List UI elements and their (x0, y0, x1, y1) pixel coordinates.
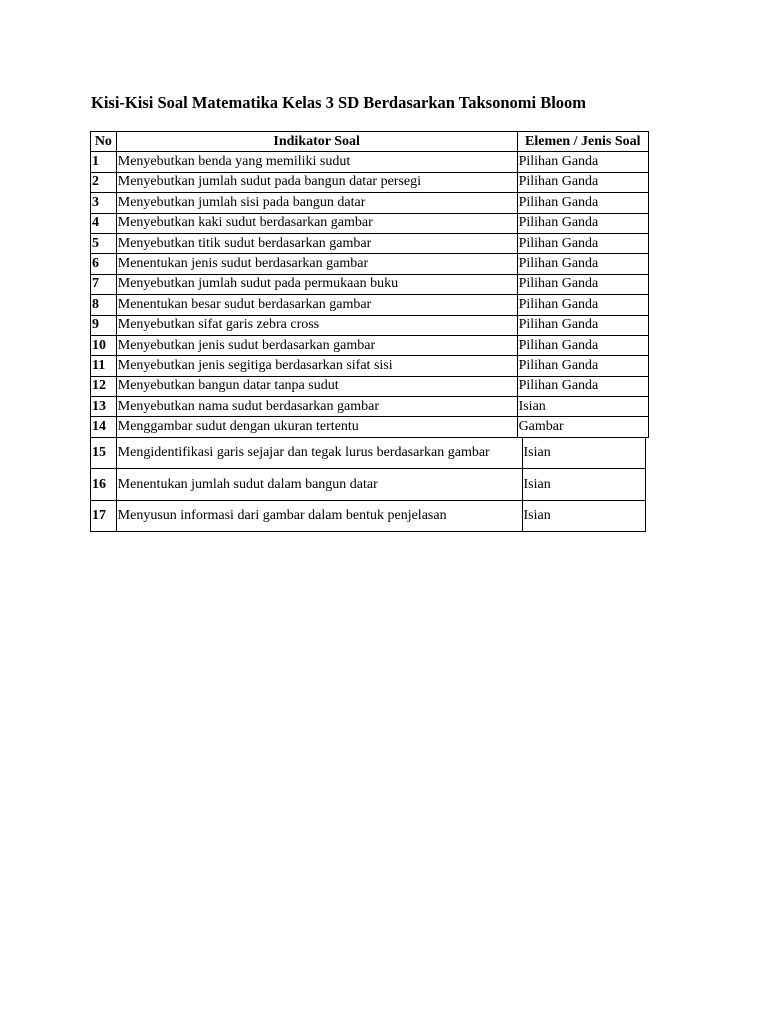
row-no: 2 (91, 172, 117, 192)
row-no: 15 (91, 438, 117, 469)
table-row (91, 274, 649, 294)
row-no: 16 (91, 469, 117, 500)
row-no: 17 (91, 500, 117, 531)
row-elemen: Pilihan Ganda (517, 356, 648, 376)
kisi-kisi-table (90, 131, 649, 438)
row-elemen: Pilihan Ganda (517, 254, 648, 274)
row-indikator: Menyusun informasi dari gambar dalam bentuk penjelasan (116, 500, 522, 531)
row-no: 8 (91, 295, 117, 315)
table-row (91, 193, 649, 213)
row-indikator: Menyebutkan jumlah sisi pada bangun datar (116, 193, 517, 213)
row-elemen: Pilihan Ganda (517, 315, 648, 335)
kisi-kisi-table-extra (90, 437, 646, 532)
table-row (91, 254, 649, 274)
table-row (91, 233, 649, 253)
row-elemen: Pilihan Ganda (517, 152, 648, 172)
row-no: 5 (91, 233, 117, 253)
row-elemen: Isian (522, 438, 646, 469)
table-body (91, 152, 649, 437)
table-header-row (91, 132, 649, 152)
table-row (91, 356, 649, 376)
row-indikator: Menyebutkan nama sudut berdasarkan gambar (116, 397, 517, 417)
row-indikator: Menentukan jumlah sudut dalam bangun datar (116, 469, 522, 500)
row-indikator: Menyebutkan benda yang memiliki sudut (116, 152, 517, 172)
row-indikator: Menggambar sudut dengan ukuran tertentu (116, 417, 517, 437)
row-elemen: Isian (522, 500, 646, 531)
row-elemen: Pilihan Ganda (517, 213, 648, 233)
row-elemen: Isian (517, 397, 648, 417)
table-row (91, 295, 649, 315)
row-no: 4 (91, 213, 117, 233)
table-body-extra (91, 438, 646, 532)
row-elemen: Pilihan Ganda (517, 274, 648, 294)
row-no: 13 (91, 397, 117, 417)
row-indikator: Menyebutkan bangun datar tanpa sudut (116, 376, 517, 396)
header-elemen: Elemen / Jenis Soal (517, 132, 648, 152)
row-indikator: Menyebutkan titik sudut berdasarkan gambar (116, 233, 517, 253)
row-indikator: Menyebutkan jenis segitiga berdasarkan sifat sisi (116, 356, 517, 376)
header-indikator: Indikator Soal (116, 132, 517, 152)
page-title: Kisi-Kisi Soal Matematika Kelas 3 SD Berdasarkan Taksonomi Bloom (91, 93, 587, 112)
table-row (91, 213, 649, 233)
row-elemen: Pilihan Ganda (517, 335, 648, 355)
row-no: 14 (91, 417, 117, 437)
row-elemen: Pilihan Ganda (517, 376, 648, 396)
table-row (91, 376, 649, 396)
row-no: 6 (91, 254, 117, 274)
row-indikator: Menyebutkan jenis sudut berdasarkan gambar (116, 335, 517, 355)
row-elemen: Pilihan Ganda (517, 193, 648, 213)
table-row (91, 335, 649, 355)
table-row (91, 315, 649, 335)
table-row (91, 438, 646, 469)
row-no: 9 (91, 315, 117, 335)
row-indikator: Menyebutkan jumlah sudut pada permukaan buku (116, 274, 517, 294)
table-row (91, 469, 646, 500)
row-indikator: Menyebutkan jumlah sudut pada bangun datar persegi (116, 172, 517, 192)
row-elemen: Isian (522, 469, 646, 500)
row-indikator: Menyebutkan sifat garis zebra cross (116, 315, 517, 335)
row-elemen: Pilihan Ganda (517, 233, 648, 253)
row-no: 10 (91, 335, 117, 355)
row-elemen: Pilihan Ganda (517, 172, 648, 192)
row-no: 3 (91, 193, 117, 213)
row-no: 12 (91, 376, 117, 396)
table-row (91, 152, 649, 172)
row-indikator: Menentukan jenis sudut berdasarkan gambar (116, 254, 517, 274)
row-indikator: Menyebutkan kaki sudut berdasarkan gambar (116, 213, 517, 233)
table-row (91, 417, 649, 437)
row-no: 1 (91, 152, 117, 172)
header-no: No (91, 132, 117, 152)
row-indikator: Mengidentifikasi garis sejajar dan tegak lurus berdasarkan gambar (116, 438, 522, 469)
row-elemen: Gambar (517, 417, 648, 437)
table-row (91, 172, 649, 192)
row-no: 11 (91, 356, 117, 376)
table-row (91, 500, 646, 531)
table-row (91, 397, 649, 417)
row-elemen: Pilihan Ganda (517, 295, 648, 315)
row-no: 7 (91, 274, 117, 294)
row-indikator: Menentukan besar sudut berdasarkan gambar (116, 295, 517, 315)
